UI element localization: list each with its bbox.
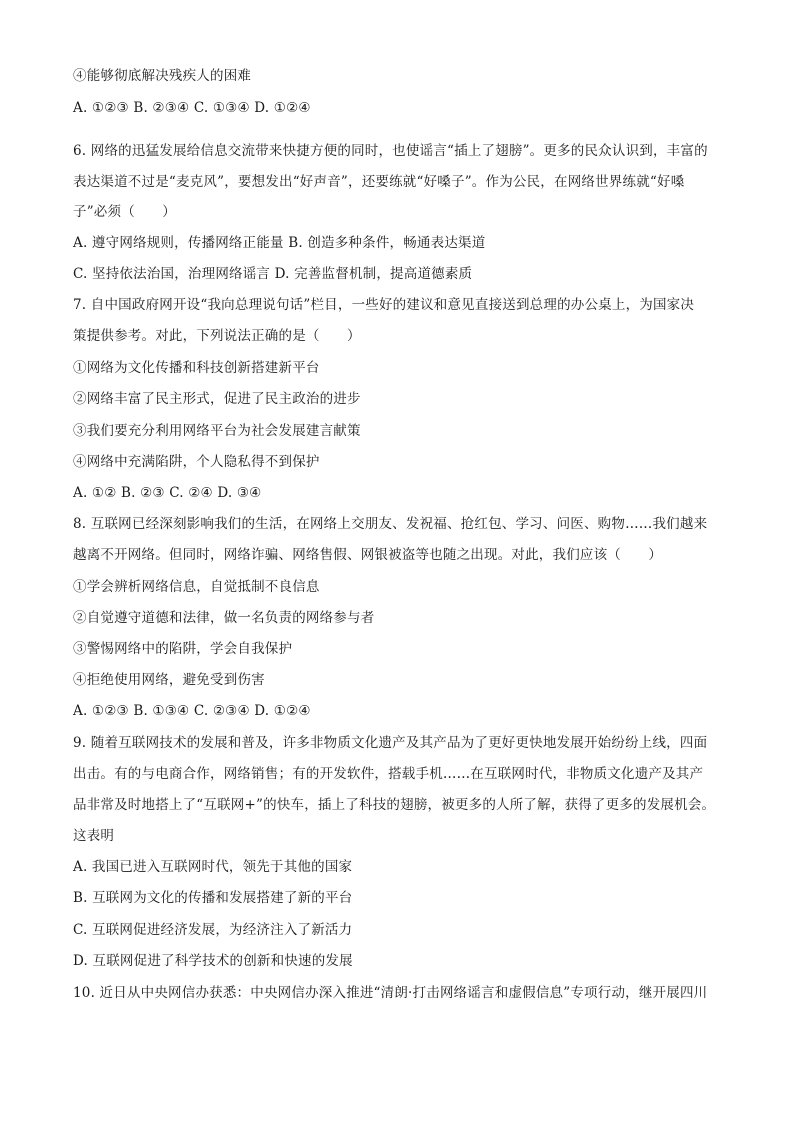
q7-stem-line-1: 7. 自中国政府网开设“我向总理说句话”栏目，一些好的建议和意见直接送到总理的办公桌上，为国家决 [73,297,695,313]
q7-item-2: ②网络丰富了民主形式，促进了民主政治的进步 [73,391,361,407]
q6-stem-line-1: 6. 网络的迅猛发展给信息交流带来快捷方便的同时，也使谣言“插上了翅膀”。更多的民众认识到，丰富的 [73,143,708,159]
q6-options-cd: C. 坚持依法治国，治理网络谣言 D. 完善监督机制，提高道德素质 [73,266,473,282]
q8-stem-line-2: 越离不开网络。但同时，网络诈骗、网络售假、网银被盗等也随之出现。对此，我们应该（ ） [73,547,663,563]
q9-stem-line-3: 品非常及时地搭上了“互联网+”的快车，插上了科技的翅膀，被更多的人所了解，获得了更多的发展机会。 [73,797,716,813]
q10-stem-line-1: 10. 近日从中央网信办获悉：中央网信办深入推进“清朗·打击网络谣言和虚假信息”专项行动，继开展四川 [73,985,708,1001]
q9-option-d: D. 互联网促进了科学技术的创新和快速的发展 [73,953,353,969]
q5-item-4: ④能够彻底解决残疾人的困难 [73,68,252,84]
q8-item-1: ①学会辨析网络信息，自觉抵制不良信息 [73,579,320,595]
q8-item-4: ④拒绝使用网络，避免受到伤害 [73,672,265,688]
q6-stem-line-3: 子”必须（ ） [73,204,177,220]
q5-options: A. ①②③ B. ②③④ C. ①③④ D. ①②④ [73,100,311,116]
q7-options: A. ①② B. ②③ C. ②④ D. ③④ [73,485,262,501]
q9-stem-line-4: 这表明 [73,828,115,844]
q6-options-ab: A. 遵守网络规则，传播网络正能量 B. 创造多种条件，畅通表达渠道 [73,235,486,251]
q9-option-a: A. 我国已进入互联网时代，领先于其他的国家 [73,859,353,875]
q8-item-2: ②自觉遵守道德和法律，做一名负责的网络参与者 [73,610,375,626]
q8-stem-line-1: 8. 互联网已经深刻影响我们的生活，在网络上交朋友、发祝福、抢红包、学习、问医、购物……我们越来 [73,516,708,532]
q7-item-3: ③我们要充分利用网络平台为社会发展建言献策 [73,423,361,439]
q9-stem-line-2: 出击。有的与电商合作，网络销售；有的开发软件，搭载手机……在互联网时代，非物质文化遗产及其产 [73,766,704,782]
q9-option-b: B. 互联网为文化的传播和发展搭建了新的平台 [73,890,353,906]
q8-item-3: ③警惕网络中的陷阱，学会自我保护 [73,641,293,657]
q9-stem-line-1: 9. 随着互联网技术的发展和普及，许多非物质文化遗产及其产品为了更好更快地发展开始纷纷上线，四面 [73,735,708,751]
q8-options: A. ①②③ B. ①③④ C. ②③④ D. ①②④ [73,703,311,719]
q7-stem-line-2: 策提供参考。对此，下列说法正确的是（ ） [73,328,361,344]
q7-item-4: ④网络中充满陷阱，个人隐私得不到保护 [73,454,320,470]
q6-stem-line-2: 表达渠道不过是“麦克风”，要想发出“好声音”，还要练就“好嗓子”。作为公民，在网络世界练就“好嗓 [73,174,685,190]
q7-item-1: ①网络为文化传播和科技创新搭建新平台 [73,360,320,376]
q9-option-c: C. 互联网促进经济发展，为经济注入了新活力 [73,922,353,938]
